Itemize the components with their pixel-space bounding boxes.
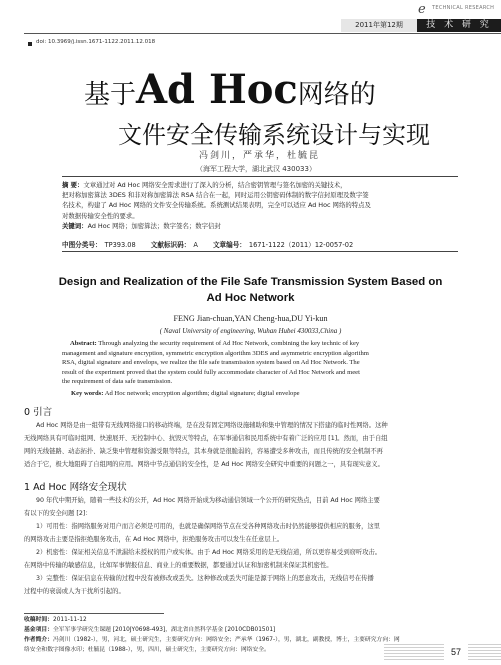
doi-text: doi: 10.3969/j.issn.1671-1122.2011.12.018 xyxy=(36,39,156,45)
body-line: 2）机密性：保证相关信息不泄漏给未授权的用户或实体。由于 Ad Hoc 网络采用的是无线信道，所以更容易受到窃听攻击。 xyxy=(36,549,382,556)
title-en-line2: Ad Hoc Network xyxy=(206,292,295,304)
abstract-en xyxy=(62,339,458,387)
footnote-rule xyxy=(24,613,164,614)
issue-label: 2011年第12期 xyxy=(341,19,417,32)
abstract-zh-label: 摘 要： xyxy=(62,181,84,189)
section-body xyxy=(24,419,478,471)
journal-logo: e xyxy=(418,2,426,17)
section-heading: 1 Ad Hoc 网络安全现状 xyxy=(24,482,127,493)
abstract-en-line: RSA, digital signature and envelops, we realize the file safe transmission system based on Ad Hoc Network. The xyxy=(62,359,360,367)
keywords-zh-label: 关键词： xyxy=(62,221,88,230)
body-line: 1）可用性：指网络服务对用户而言必须是可用的，也就是确保网络节点在受各种网络攻击时仍然能够提供相应的服务，这里 xyxy=(36,523,381,530)
clc-value: TP393.08 xyxy=(104,241,136,249)
body-line: 90 年代中期开始，随着一些技术的公开，Ad Hoc 网络开始成为移动通信领域一个公开的研究热点，目前 Ad Hoc 网络主要 xyxy=(36,497,380,504)
title-suffix: 网络的 xyxy=(297,80,376,110)
article-no-value: 1671-1122（2011）12-0057-02 xyxy=(248,241,354,249)
footnote-bio: 作者简介：冯剑川（1982-），男，河北，硕士研究生，主要研究方向：网络安全；严承华（1967-），男，湖北，副教授，博士，主要研究方向：网 xyxy=(24,637,400,643)
body-line: 无线网络具有可临时组网、快速展开、无控制中心、抗毁灭等特点，在军事通信和民用系统中有着广泛的应用 [1]。然而，由于自组 xyxy=(24,435,388,442)
body-line: 有以下的安全问题 [2]： xyxy=(24,510,92,517)
page-number-stripes xyxy=(384,644,501,662)
body-line: 适合于它，极大地阻碍了自组网的应用。网络中节点通信的安全性，是 Ad Hoc 网络安全研究中重要的问题之一，具有现实意义。 xyxy=(24,461,384,468)
abstract-en-line: management and signature encryption, symmetric encryption algorithm 3DES and asymmetric encryption algorithm xyxy=(62,349,369,357)
clc-label: 中图分类号： xyxy=(62,241,102,249)
body-line: Ad Hoc 网络是由一组带有无线网络接口的移动终端，是在没有固定网络设施辅助和集中管理的情况下搭建的临时性网络。这种 xyxy=(36,422,388,429)
header-rule xyxy=(24,33,501,34)
abstract-zh-line: 把对称加密算法 3DES 和非对称加密算法 RSA 结合在一起，同时运用公钥密码体制的数字信封原理及数字签 xyxy=(62,191,369,200)
abstract-en-line: the requirement of data safe transmission. xyxy=(62,378,173,386)
body-line: 过程中的衰弱或人为干扰所引起的。 xyxy=(24,588,125,595)
keywords-zh: 关键词：Ad Hoc 网络；加密算法；数字签名；数字信封 xyxy=(62,221,221,230)
title-en-line1: Design and Realization of the File Safe Transmission System Based on xyxy=(58,276,443,288)
authors-en: FENG Jian-chuan,YAN Cheng-hua,DU Yi-kun xyxy=(173,314,328,323)
abstract-zh-line: 摘 要：文章通过对 Ad Hoc 网络安全需求进行了深入的分析，结合密钥管理与签名加密的关键技术， xyxy=(62,181,347,189)
footnote-received: 收稿时间：2011-11-12 xyxy=(24,617,87,623)
section-heading: 0 引言 xyxy=(24,407,53,418)
keywords-en-label: Key words: xyxy=(71,390,104,397)
abstract-zh-line: 名技术，构建了 Ad Hoc 网络的文件安全传输系统。系统测试结果表明，完全可以适应 Ad Hoc 网络的特点及 xyxy=(62,201,371,210)
footnote-bio: 络安全和数字图像水印；杜毓昆（1988-），男，四川，硕士研究生，主要研究方向：网络安全。 xyxy=(24,647,270,653)
footnote-fund: 基金项目：全军军事学研究生课题 [2010JY0698-493]，湖北省自然科学基金 [2010CDB01501] xyxy=(24,627,276,633)
column-label: 技 术 研 究 xyxy=(417,19,501,32)
abstract-bottom-rule xyxy=(62,251,458,252)
title-zh-line2: 文件安全传输系统设计与实现 xyxy=(118,121,430,149)
classification-line xyxy=(62,239,353,249)
section-body xyxy=(24,494,478,598)
authors-zh: 冯剑川，严承华，杜毓昆 xyxy=(199,151,321,161)
keywords-en: Key words: Ad Hoc network; encryption algorithm; digital signature; digital envelope xyxy=(71,390,300,397)
page-number: 57 xyxy=(444,642,468,662)
title-prefix: 基于 xyxy=(84,80,137,110)
doc-code-value: A xyxy=(193,241,198,249)
abstract-en-line: result of the experiment proved that the system could fully accommodate character of Ad Hoc Network and meet xyxy=(62,368,360,376)
doc-code-label: 文献标识码： xyxy=(150,241,191,249)
title-zh-line1 xyxy=(84,66,376,118)
body-line: 的网络攻击主要是指拒绝服务攻击，在 Ad Hoc 网络中，拒绝服务攻击可以发生在任意层上。 xyxy=(24,536,284,543)
title-emph: Ad Hoc xyxy=(136,66,298,113)
body-line: 在网络中传输的敏感信息，比如军事情报信息、商业上的重要数据，都要通过认证和加密机制来保证其机密性。 xyxy=(24,562,333,569)
square-bullet-icon xyxy=(28,42,32,46)
body-line: 网的无线链路、动态拓扑、缺乏集中管理和资源受限等特点，其本身就是很脆弱的，容易遭受多种攻击，而且传统的安全机制不再 xyxy=(24,448,383,455)
affiliation-zh: （海军工程大学，湖北武汉 430033） xyxy=(196,165,316,173)
affiliation-en: ( Naval University of engineering, Wuhan Hubei 430033,China ) xyxy=(159,327,342,335)
journal-tagline: TECHNICAL RESEARCH xyxy=(432,5,495,11)
body-line: 3）完整性：保证信息在传输的过程中没有被修改或丢失。这种修改或丢失可能是源于网络上的恶意攻击，无线信号在传播 xyxy=(36,575,374,582)
abstract-en-line: Abstract: Through analyzing the security requirement of Ad Hoc Network, combining the key technic of key xyxy=(70,340,360,347)
abstract-zh-line: 对数据传输安全性的要求。 xyxy=(62,211,139,220)
article-no-label: 文章编号： xyxy=(212,241,246,249)
abstract-top-rule xyxy=(62,176,458,177)
abstract-zh xyxy=(62,180,458,231)
abstract-en-label: Abstract: xyxy=(70,340,97,347)
